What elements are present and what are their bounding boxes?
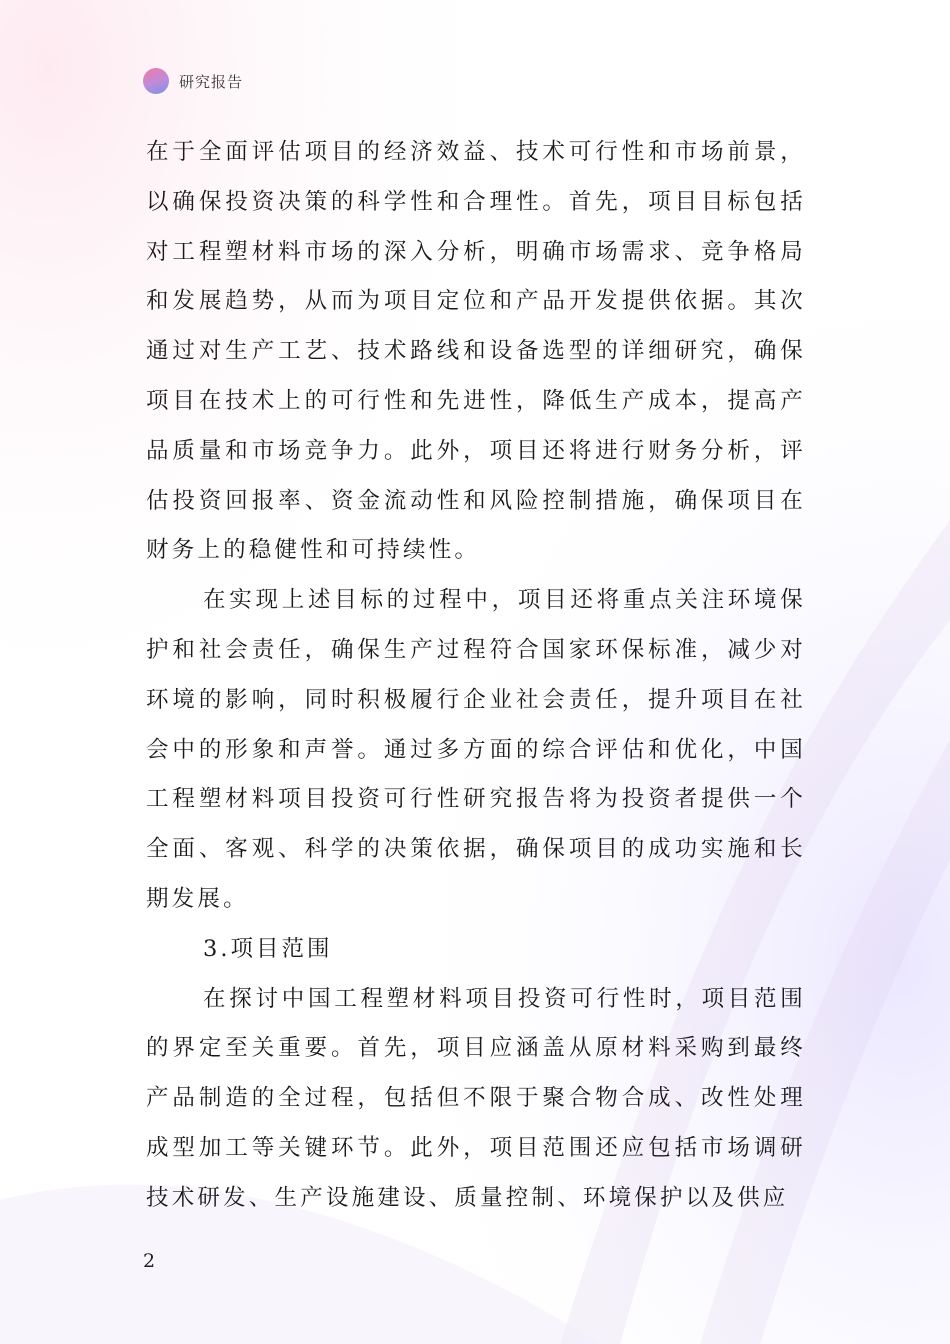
page-number: 2 [143, 1250, 156, 1272]
paragraph-environment: 在实现上述目标的过程中，项目还将重点关注环境保护和社会责任，确保生产过程符合国家环保标准，减少对环境的影响，同时积极履行企业社会责任，提升项目在社会中的形象和声誉。通过多方面的综合评估和优化，中国工程塑材料项目投资可行性研究报告将为投资者提供一个全面、客观、科学的决策依据，确保项目的成功实施和长期发展。 [146, 587, 806, 912]
header-title: 研究报告 [179, 72, 244, 91]
document-body [146, 128, 806, 1224]
paragraph-scope: 在探讨中国工程塑材料项目投资可行性时，项目范围的界定至关重要。首先，项目应涵盖从原材料采购到最终产品制造的全过程，包括但不限于聚合物合成、改性处理成型加工等关键环节。此外，项目范围还应包括市场调研技术研发、生产设施建设、质量控制、环境保护以及供应 [146, 985, 806, 1211]
paragraph-objectives: 在于全面评估项目的经济效益、技术可行性和市场前景，以确保投资决策的科学性和合理性。首先，项目目标包括对工程塑材料市场的深入分析，明确市场需求、竞争格局和发展趋势，从而为项目定位和产品开发提供依据。其次通过对生产工艺、技术路线和设备选型的详细研究，确保项目在技术上的可行性和先进性，降低生产成本，提高产品质量和市场竞争力。此外，项目还将进行财务分析，评估投资回报率、资金流动性和风险控制措施，确保项目在财务上的稳健性和可持续性。 [146, 139, 806, 564]
report-logo-icon [143, 68, 169, 94]
section-heading: 3.项目范围 [203, 935, 333, 962]
page-header [143, 68, 243, 94]
